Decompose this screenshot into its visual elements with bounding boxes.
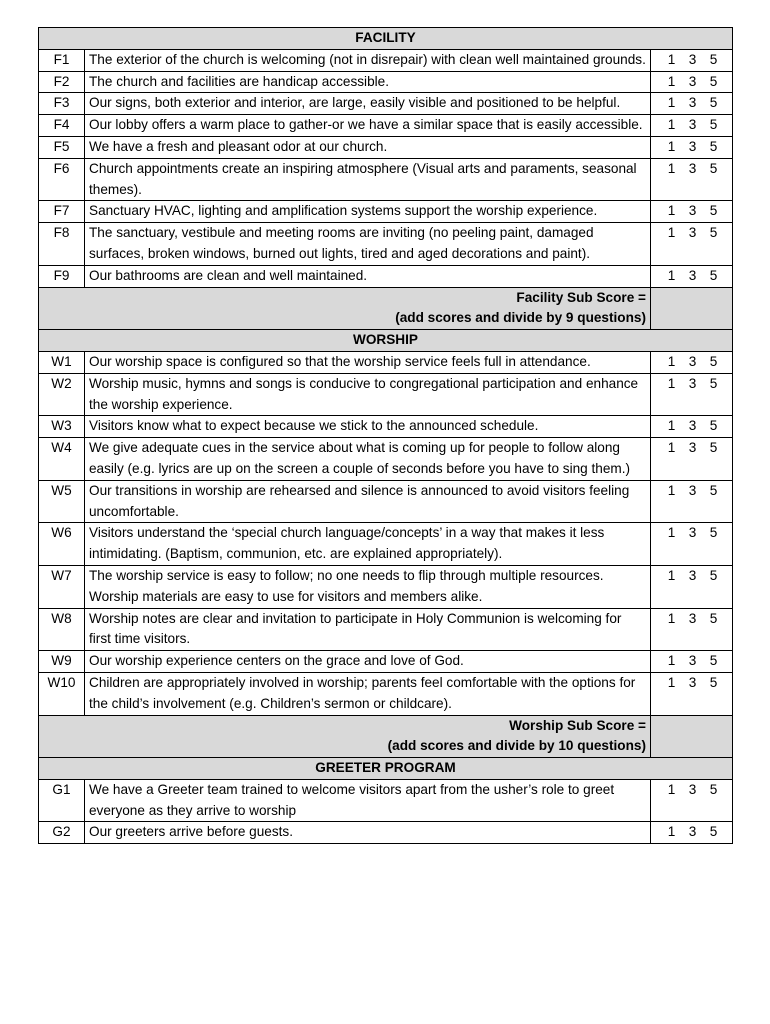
section-title: FACILITY [39,28,733,50]
score-options [651,265,733,287]
score-options [651,565,733,608]
score-option-5[interactable]: 5 [709,160,718,176]
score-choices [655,438,728,459]
question-text: Our worship experience centers on the grace and love of God. [85,651,651,673]
subscore-row-worship [39,715,733,758]
question-id: W5 [39,480,85,523]
subscore-value[interactable] [651,287,733,330]
question-row [39,779,733,822]
question-row [39,523,733,566]
score-option-1[interactable]: 1 [667,225,676,241]
score-options [651,115,733,137]
score-option-3[interactable]: 3 [688,160,697,176]
score-option-1[interactable]: 1 [667,440,676,456]
score-option-5[interactable]: 5 [709,267,718,283]
subscore-title: Facility Sub Score = [516,289,646,305]
section-title: WORSHIP [39,330,733,352]
question-id: W7 [39,565,85,608]
question-text: The church and facilities are handicap accessible. [85,71,651,93]
score-option-3[interactable]: 3 [688,653,697,669]
score-option-3[interactable]: 3 [688,781,697,797]
question-text: Church appointments create an inspiring atmosphere (Visual arts and paraments, seasonal themes). [85,158,651,201]
section-header-worship [39,330,733,352]
question-row [39,438,733,481]
question-id: G2 [39,822,85,844]
subscore-title: Worship Sub Score = [509,717,646,733]
score-option-1[interactable]: 1 [667,418,676,434]
score-choices [655,780,728,801]
score-option-5[interactable]: 5 [709,525,718,541]
score-option-1[interactable]: 1 [667,525,676,541]
score-options [651,523,733,566]
question-text: Visitors know what to expect because we stick to the announced schedule. [85,416,651,438]
score-option-3[interactable]: 3 [688,267,697,283]
score-choices [655,481,728,502]
question-text: Worship music, hymns and songs is conducive to congregational participation and enhance the worship experience. [85,373,651,416]
question-text: Visitors understand the ‘special church language/concepts’ in a way that makes it less intimidating. (Baptism, communion, etc. are explained appropriately). [85,523,651,566]
score-option-1[interactable]: 1 [667,567,676,583]
question-id: F1 [39,49,85,71]
score-option-3[interactable]: 3 [688,674,697,690]
question-id: F2 [39,71,85,93]
question-text: Our lobby offers a warm place to gather-or we have a similar space that is easily accessible. [85,115,651,137]
question-row [39,351,733,373]
score-choices [655,159,728,180]
score-option-1[interactable]: 1 [667,267,676,283]
score-options [651,651,733,673]
score-options [651,93,733,115]
score-choices [655,609,728,630]
question-row [39,565,733,608]
question-text: Worship notes are clear and invitation to participate in Holy Communion is welcoming for first time visitors. [85,608,651,651]
subscore-label [39,715,651,758]
question-id: F6 [39,158,85,201]
score-option-3[interactable]: 3 [688,138,697,154]
question-text: Our worship space is configured so that the worship service feels full in attendance. [85,351,651,373]
question-id: W9 [39,651,85,673]
score-option-5[interactable]: 5 [709,51,718,67]
score-option-5[interactable]: 5 [709,674,718,690]
score-options [651,223,733,266]
score-option-3[interactable]: 3 [688,95,697,111]
score-option-5[interactable]: 5 [709,225,718,241]
score-options [651,136,733,158]
score-options [651,779,733,822]
question-row [39,93,733,115]
score-choices [655,137,728,158]
score-option-1[interactable]: 1 [667,610,676,626]
section-header-facility [39,28,733,50]
question-id: F5 [39,136,85,158]
question-text: Sanctuary HVAC, lighting and amplification systems support the worship experience. [85,201,651,223]
score-choices [655,72,728,93]
question-text: We give adequate cues in the service about what is coming up for people to follow along easily (e.g. lyrics are up on the screen a couple of seconds before you have to sing them.) [85,438,651,481]
question-text: Our bathrooms are clean and well maintained. [85,265,651,287]
score-option-5[interactable]: 5 [709,353,718,369]
question-text: Our signs, both exterior and interior, are large, easily visible and positioned to be helpful. [85,93,651,115]
question-row [39,416,733,438]
score-options [651,480,733,523]
score-options [651,71,733,93]
score-option-3[interactable]: 3 [688,525,697,541]
score-option-5[interactable]: 5 [709,203,718,219]
score-choices [655,566,728,587]
score-option-5[interactable]: 5 [709,138,718,154]
score-option-3[interactable]: 3 [688,567,697,583]
score-options [651,49,733,71]
question-text: We have a Greeter team trained to welcome visitors apart from the usher’s role to greet everyone as they arrive to worship [85,779,651,822]
score-choices [655,115,728,136]
question-id: W8 [39,608,85,651]
score-option-1[interactable]: 1 [667,353,676,369]
score-option-1[interactable]: 1 [667,482,676,498]
question-row [39,265,733,287]
score-option-1[interactable]: 1 [667,203,676,219]
question-text: Our transitions in worship are rehearsed and silence is announced to avoid visitors feeling uncomfortable. [85,480,651,523]
question-row [39,115,733,137]
score-option-3[interactable]: 3 [688,117,697,133]
question-id: W3 [39,416,85,438]
subscore-note: (add scores and divide by 10 questions) [387,738,646,754]
question-row [39,223,733,266]
score-option-3[interactable]: 3 [688,203,697,219]
score-option-5[interactable]: 5 [709,567,718,583]
score-options [651,351,733,373]
score-option-3[interactable]: 3 [688,375,697,391]
score-option-3[interactable]: 3 [688,353,697,369]
question-text: The worship service is easy to follow; no one needs to flip through multiple resources. Worship materials are easy to use for visitors and members alike. [85,565,651,608]
question-row [39,480,733,523]
score-option-1[interactable]: 1 [667,73,676,89]
score-option-1[interactable]: 1 [667,117,676,133]
score-option-5[interactable]: 5 [709,95,718,111]
section-title: GREETER PROGRAM [39,758,733,780]
question-id: W1 [39,351,85,373]
score-option-1[interactable]: 1 [667,95,676,111]
score-choices [655,223,728,244]
score-options [651,438,733,481]
score-choices [655,523,728,544]
question-text: Children are appropriately involved in worship; parents feel comfortable with the options for the child’s involvement (e.g. Children’s sermon or childcare). [85,672,651,715]
score-option-1[interactable]: 1 [667,375,676,391]
score-choices [655,50,728,71]
score-options [651,201,733,223]
question-text: Our greeters arrive before guests. [85,822,651,844]
score-option-3[interactable]: 3 [688,73,697,89]
question-row [39,672,733,715]
score-option-1[interactable]: 1 [667,674,676,690]
score-options [651,672,733,715]
score-option-1[interactable]: 1 [667,781,676,797]
score-option-1[interactable]: 1 [667,653,676,669]
question-id: W6 [39,523,85,566]
score-choices [655,266,728,287]
score-options [651,416,733,438]
score-option-1[interactable]: 1 [667,824,676,840]
question-row [39,49,733,71]
score-option-3[interactable]: 3 [688,482,697,498]
score-option-1[interactable]: 1 [667,138,676,154]
score-option-3[interactable]: 3 [688,610,697,626]
score-choices [655,673,728,694]
score-option-5[interactable]: 5 [709,482,718,498]
question-id: W2 [39,373,85,416]
subscore-value[interactable] [651,715,733,758]
score-choices [655,416,728,437]
question-row [39,373,733,416]
question-id: F4 [39,115,85,137]
score-option-5[interactable]: 5 [709,117,718,133]
score-option-5[interactable]: 5 [709,375,718,391]
question-row [39,71,733,93]
question-text: The exterior of the church is welcoming (not in disrepair) with clean well maintained grounds. [85,49,651,71]
score-option-3[interactable]: 3 [688,418,697,434]
score-option-1[interactable]: 1 [667,160,676,176]
score-choices [655,822,728,843]
score-option-5[interactable]: 5 [709,73,718,89]
score-option-3[interactable]: 3 [688,440,697,456]
score-options [651,158,733,201]
question-id: F7 [39,201,85,223]
score-option-5[interactable]: 5 [709,440,718,456]
score-choices [655,93,728,114]
subscore-row-facility [39,287,733,330]
question-id: F8 [39,223,85,266]
question-text: We have a fresh and pleasant odor at our church. [85,136,651,158]
question-row [39,608,733,651]
score-options [651,373,733,416]
question-id: W10 [39,672,85,715]
section-header-greeter [39,758,733,780]
score-options [651,608,733,651]
score-option-5[interactable]: 5 [709,610,718,626]
score-choices [655,201,728,222]
score-choices [655,352,728,373]
question-id: W4 [39,438,85,481]
score-choices [655,374,728,395]
question-row [39,136,733,158]
score-option-3[interactable]: 3 [688,51,697,67]
score-option-5[interactable]: 5 [709,781,718,797]
score-option-5[interactable]: 5 [709,653,718,669]
question-text: The sanctuary, vestibule and meeting rooms are inviting (no peeling paint, damaged surfaces, broken windows, burned out lights, tired and aged decorations and paint). [85,223,651,266]
question-row [39,651,733,673]
question-row [39,822,733,844]
score-options [651,822,733,844]
assessment-table [38,27,733,844]
question-id: F3 [39,93,85,115]
subscore-note: (add scores and divide by 9 questions) [395,310,646,326]
score-option-5[interactable]: 5 [709,824,718,840]
question-id: G1 [39,779,85,822]
score-option-3[interactable]: 3 [688,225,697,241]
score-choices [655,651,728,672]
subscore-label [39,287,651,330]
question-row [39,158,733,201]
question-row [39,201,733,223]
question-id: F9 [39,265,85,287]
score-option-5[interactable]: 5 [709,418,718,434]
score-option-1[interactable]: 1 [667,51,676,67]
score-option-3[interactable]: 3 [688,824,697,840]
